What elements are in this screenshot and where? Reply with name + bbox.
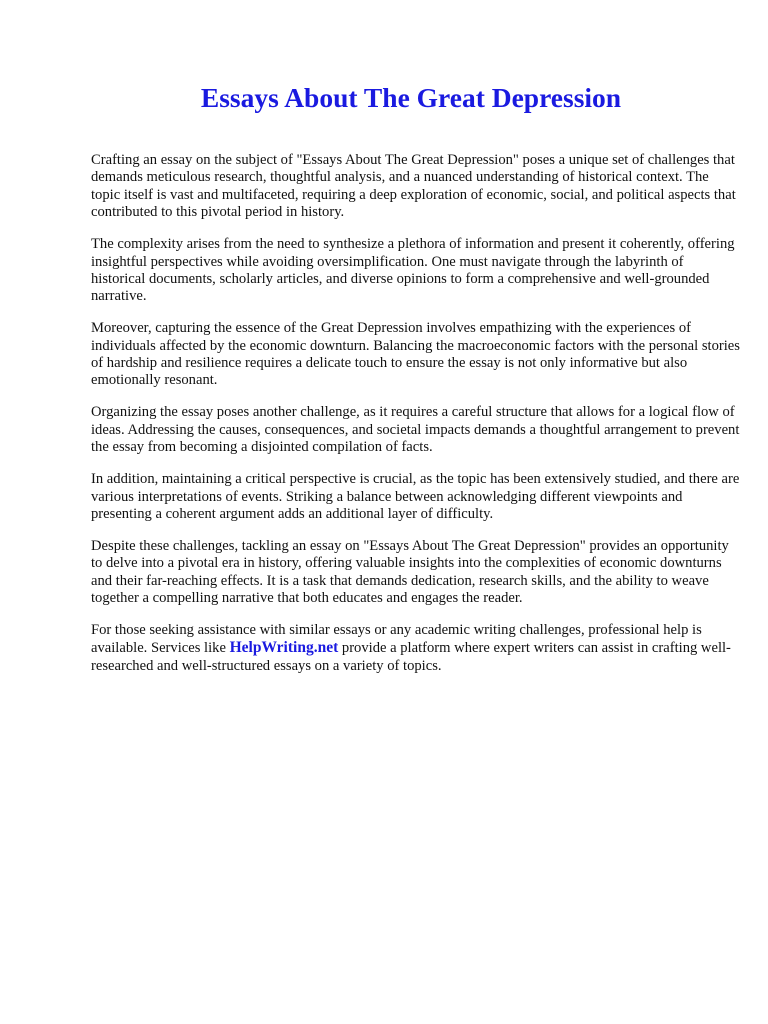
paragraph-7: [91, 622, 741, 675]
paragraph-7-after-link: provide a platform where expert writers can assist in crafting well-researched and well-structured essays on a variety of topics.: [91, 640, 731, 674]
helpwriting-link[interactable]: HelpWriting.net: [229, 639, 339, 657]
paragraph-5: In addition, maintaining a critical perspective is crucial, as the topic has been extensively studied, and there are various interpretations of events. Striking a balance between acknowledging different viewpoints and presenting a coherent argument adds an additional layer of difficulty.: [91, 471, 740, 522]
paragraph-1: Crafting an essay on the subject of "Essays About The Great Depression" poses a unique set of challenges that demands meticulous research, thoughtful analysis, and a nuanced understanding of historical context. The topic itself is vast and multifaceted, requiring a deep exploration of economic, social, and political aspects that contributed to this pivotal period in history.: [91, 152, 736, 221]
document-body: [91, 152, 741, 675]
document-title: Essays About The Great Depression: [200, 82, 622, 113]
paragraph-2: The complexity arises from the need to synthesize a plethora of information and present it coherently, offering insightful perspectives while avoiding oversimplification. One must navigate through the labyrinth of historical documents, scholarly articles, and diverse opinions to form a comprehensive and well-grounded narrative.: [91, 236, 735, 305]
paragraph-3: Moreover, capturing the essence of the Great Depression involves empathizing with the experiences of individuals affected by the economic downturn. Balancing the macroeconomic factors with the personal stories of hardship and resilience requires a delicate touch to ensure the essay is not only informative but also emotionally resonant.: [91, 320, 740, 389]
paragraph-7-before-link: For those seeking assistance with similar essays or any academic writing challenges, professional help is available. Services like: [91, 621, 702, 657]
paragraph-6: Despite these challenges, tackling an essay on "Essays About The Great Depression" provides an opportunity to delve into a pivotal era in history, offering valuable insights into the complexities of economic downturns and their far-reaching effects. It is a task that demands dedication, research skills, and the ability to weave together a compelling narrative that both educates and engages the reader.: [91, 537, 729, 607]
paragraph-4: Organizing the essay poses another challenge, as it requires a careful structure that allows for a logical flow of ideas. Addressing the causes, consequences, and societal impacts demands a thoughtful arrangement to prevent the essay from becoming a disjointed compilation of facts.: [91, 404, 740, 456]
